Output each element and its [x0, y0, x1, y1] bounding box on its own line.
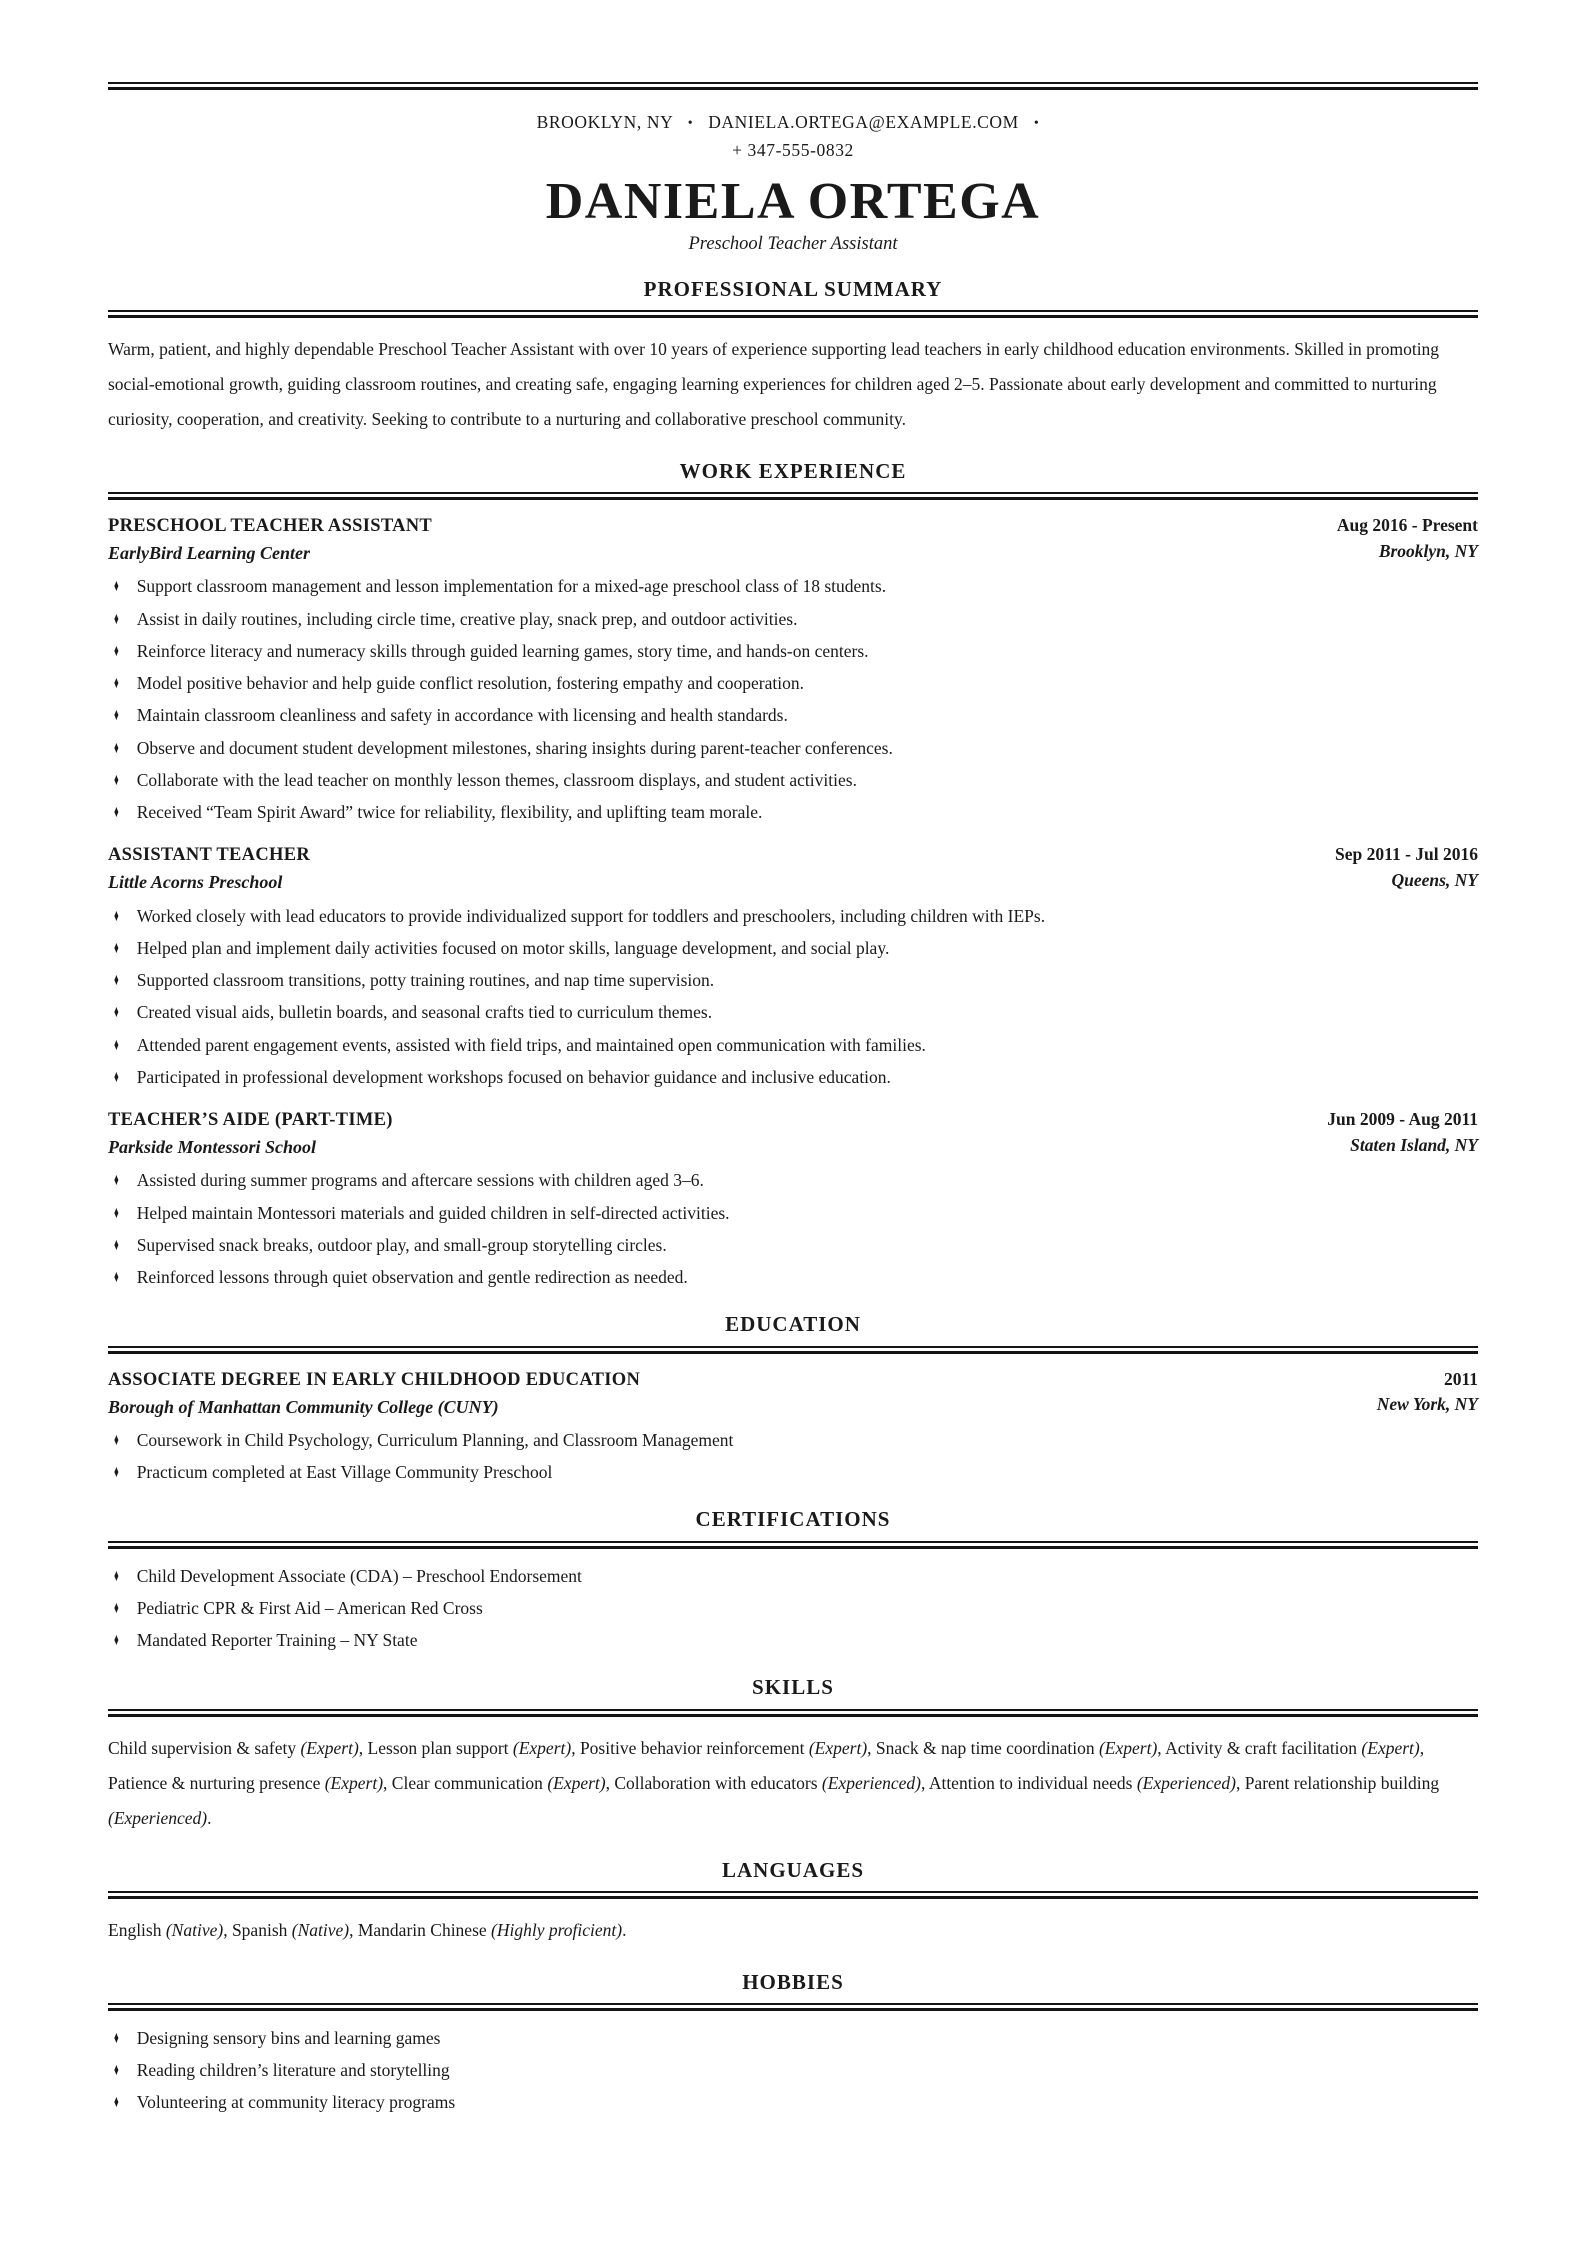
diamond-bullet-icon: ♦ [113, 640, 119, 660]
hobbies-list [108, 2025, 1478, 2116]
bullet-item [108, 2057, 1478, 2083]
leveled-item-level: (Expert) [324, 1772, 384, 1793]
bullet-item [108, 1032, 1478, 1058]
leveled-item-level: (Expert) [300, 1737, 359, 1758]
bullet-text: Participated in professional development workshops focused on behavior guidance and inclusive education. [136, 1066, 891, 1087]
section-double-rule [108, 1891, 1478, 1899]
diamond-bullet-icon: ♦ [113, 1202, 119, 1222]
job-bullets [108, 573, 1478, 825]
education-entry-header [108, 1368, 1478, 1419]
job-title: ASSISTANT TEACHER [108, 845, 310, 866]
summary-heading: PROFESSIONAL SUMMARY [643, 276, 943, 301]
leveled-item-name: Parent relationship building [1244, 1772, 1440, 1793]
job-title: TEACHER’S AIDE (PART-TIME) [108, 1110, 393, 1131]
leveled-item-level: (Expert) [1098, 1737, 1158, 1758]
section-certifications [108, 1507, 1478, 1653]
job-company: Little Acorns Preschool [108, 872, 283, 893]
section-hobbies [108, 1970, 1478, 2116]
languages-text [108, 1913, 1478, 1948]
job-header-right [1335, 843, 1478, 892]
leveled-item-name: Clear communication [391, 1772, 548, 1793]
bullet-text: Worked closely with lead educators to provide individualized support for toddlers and preschoolers, including children with IEPs. [136, 905, 1046, 926]
diamond-bullet-icon: ♦ [113, 2060, 119, 2080]
diamond-bullet-icon: ♦ [113, 1597, 119, 1617]
education-degree: ASSOCIATE DEGREE IN EARLY CHILDHOOD EDUCATION [108, 1369, 641, 1390]
leveled-item-separator: , [358, 1737, 368, 1758]
diamond-bullet-icon: ♦ [113, 705, 119, 725]
leveled-item-separator: , [605, 1772, 615, 1793]
job-bullets [108, 1167, 1478, 1290]
leveled-item-level: (Expert) [512, 1737, 572, 1758]
bullet-item [108, 1200, 1478, 1226]
bullet-text: Attended parent engagement events, assisted with field trips, and maintained open communication with families. [136, 1034, 926, 1055]
diamond-bullet-icon: ♦ [113, 1462, 119, 1482]
section-skills [108, 1675, 1478, 1835]
leveled-item-separator: . [207, 1807, 212, 1828]
bullet-text: Helped plan and implement daily activities focused on motor skills, language development, and social play. [136, 937, 890, 958]
job-header-right [1337, 514, 1478, 563]
bullet-text: Mandated Reporter Training – NY State [136, 1630, 418, 1651]
bullet-item [108, 573, 1478, 599]
diamond-bullet-icon: ♦ [113, 1034, 119, 1054]
education-location: New York, NY [1376, 1394, 1478, 1415]
bullet-item [108, 967, 1478, 993]
bullet-item [108, 1563, 1478, 1589]
bullet-text: Collaborate with the lead teacher on monthly lesson themes, classroom displays, and student activities. [136, 769, 857, 790]
leveled-item-separator: , [1157, 1737, 1166, 1758]
section-education [108, 1312, 1478, 1485]
job-location: Brooklyn, NY [1378, 540, 1478, 561]
bullet-item [108, 1595, 1478, 1621]
diamond-bullet-icon: ♦ [113, 576, 119, 596]
bullet-item [108, 903, 1478, 929]
certifications-heading: CERTIFICATIONS [695, 1507, 891, 1532]
diamond-bullet-icon: ♦ [113, 905, 119, 925]
leveled-item-level: (Expert) [1361, 1737, 1420, 1758]
leveled-item-name: Child supervision & safety [108, 1737, 301, 1758]
leveled-item-name: Activity & craft facilitation [1165, 1737, 1362, 1758]
job-header-left [108, 514, 432, 565]
leveled-item-name: Attention to individual needs [928, 1772, 1137, 1793]
separator-dot-icon: • [1033, 116, 1040, 131]
bullet-text: Pediatric CPR & First Aid – American Red Cross [136, 1597, 483, 1618]
bullet-text: Assist in daily routines, including circle time, creative play, snack prep, and outdoor activities. [136, 608, 798, 629]
leveled-item-separator: , [867, 1737, 876, 1758]
work-heading: WORK EXPERIENCE [679, 458, 907, 483]
education-dates: 2011 [1443, 1368, 1478, 1389]
leveled-item-name: Spanish [231, 1919, 292, 1940]
leveled-item-separator: , [571, 1737, 580, 1758]
top-double-rule [108, 82, 1478, 90]
leveled-item-level: (Experienced) [1136, 1772, 1236, 1793]
diamond-bullet-icon: ♦ [113, 737, 119, 757]
leveled-item-level: (Expert) [808, 1737, 868, 1758]
bullet-item [108, 999, 1478, 1025]
bullet-text: Maintain classroom cleanliness and safety in accordance with licensing and health standards. [136, 705, 788, 726]
bullet-item [108, 1167, 1478, 1193]
diamond-bullet-icon: ♦ [113, 1170, 119, 1190]
leveled-item-level: (Native) [291, 1919, 350, 1940]
section-double-rule [108, 492, 1478, 500]
section-double-rule [108, 2003, 1478, 2011]
job-location: Staten Island, NY [1350, 1134, 1478, 1155]
section-double-rule [108, 1541, 1478, 1549]
bullet-item [108, 799, 1478, 825]
hobbies-heading: HOBBIES [742, 1969, 844, 1994]
contact-phone: + 347-555-0832 [732, 140, 854, 160]
jobs-list [108, 514, 1478, 1290]
job-dates: Sep 2011 - Jul 2016 [1335, 844, 1478, 865]
bullet-text: Observe and document student development milestones, sharing insights during parent-teacher conferences. [136, 737, 893, 758]
bullet-text: Created visual aids, bulletin boards, and seasonal crafts tied to curriculum themes. [136, 1002, 713, 1023]
skills-text [108, 1731, 1478, 1836]
education-entry-right [1377, 1368, 1478, 1417]
job-dates: Aug 2016 - Present [1336, 515, 1478, 536]
leveled-item-level: (Experienced) [821, 1772, 922, 1793]
bullet-item [108, 670, 1478, 696]
person-name: DANIELA ORTEGA [545, 173, 1041, 230]
job-company: Parkside Montessori School [108, 1137, 317, 1158]
bullet-text: Assisted during summer programs and aftercare sessions with children aged 3–6. [136, 1170, 704, 1191]
job-bullets [108, 903, 1478, 1091]
bullet-text: Helped maintain Montessori materials and guided children in self-directed activities. [136, 1202, 730, 1223]
diamond-bullet-icon: ♦ [113, 937, 119, 957]
diamond-bullet-icon: ♦ [113, 1565, 119, 1585]
bullet-text: Reinforce literacy and numeracy skills through guided learning games, story time, and hands-on centers. [136, 640, 869, 661]
bullet-item [108, 638, 1478, 664]
bullet-item [108, 606, 1478, 632]
job-title: PRESCHOOL TEACHER ASSISTANT [108, 516, 433, 537]
job-header-left [108, 843, 310, 894]
bullet-item [108, 1627, 1478, 1653]
job-header [108, 1108, 1478, 1159]
education-bullets [108, 1427, 1478, 1486]
job-header-right [1327, 1108, 1478, 1157]
bullet-item [108, 1427, 1478, 1453]
education-entry-left [108, 1368, 640, 1419]
job-header [108, 514, 1478, 565]
job-header-left [108, 1108, 393, 1159]
leveled-item-separator: , [349, 1919, 358, 1940]
job-entry [108, 1108, 1478, 1290]
contact-email: DANIELA.ORTEGA@EXAMPLE.COM [708, 112, 1019, 132]
bullet-text: Received “Team Spirit Award” twice for reliability, flexibility, and uplifting team morale. [136, 802, 763, 823]
resume-header [108, 108, 1478, 255]
leveled-item-separator: , [1419, 1737, 1425, 1758]
diamond-bullet-icon: ♦ [113, 769, 119, 789]
leveled-item-level: (Expert) [547, 1772, 606, 1793]
diamond-bullet-icon: ♦ [113, 802, 119, 822]
contact-city: BROOKLYN, NY [536, 112, 673, 132]
diamond-bullet-icon: ♦ [113, 673, 119, 693]
diamond-bullet-icon: ♦ [113, 1066, 119, 1086]
leveled-item-level: (Experienced) [108, 1807, 208, 1828]
diamond-bullet-icon: ♦ [113, 970, 119, 990]
leveled-item-separator: . [622, 1919, 627, 1940]
diamond-bullet-icon: ♦ [113, 1267, 119, 1287]
contact-line [108, 108, 1478, 136]
bullet-item [108, 702, 1478, 728]
bullet-text: Support classroom management and lesson implementation for a mixed-age preschool class of 18 students. [136, 576, 887, 597]
job-entry [108, 843, 1478, 1090]
leveled-item-name: Patience & nurturing presence [108, 1772, 325, 1793]
section-languages [108, 1858, 1478, 1948]
job-location: Queens, NY [1391, 870, 1478, 891]
bullet-text: Practicum completed at East Village Community Preschool [136, 1462, 553, 1483]
job-dates: Jun 2009 - Aug 2011 [1327, 1109, 1478, 1130]
diamond-bullet-icon: ♦ [113, 2092, 119, 2112]
bullet-item [108, 1459, 1478, 1485]
education-heading: EDUCATION [725, 1312, 861, 1337]
bullet-text: Volunteering at community literacy programs [136, 2092, 456, 2113]
bullet-item [108, 767, 1478, 793]
education-entry [108, 1368, 1478, 1486]
bullet-item [108, 935, 1478, 961]
bullet-text: Supported classroom transitions, potty training routines, and nap time supervision. [136, 970, 715, 991]
bullet-text: Coursework in Child Psychology, Curriculum Planning, and Classroom Management [136, 1429, 734, 1450]
bullet-item [108, 1064, 1478, 1090]
diamond-bullet-icon: ♦ [113, 608, 119, 628]
skills-heading: SKILLS [752, 1675, 834, 1700]
leveled-item-name: Lesson plan support [367, 1737, 513, 1758]
bullet-item [108, 1264, 1478, 1290]
education-school: Borough of Manhattan Community College (CUNY) [108, 1396, 499, 1417]
bullet-text: Supervised snack breaks, outdoor play, and small-group storytelling circles. [136, 1234, 667, 1255]
section-professional-summary [108, 277, 1478, 437]
diamond-bullet-icon: ♦ [113, 1002, 119, 1022]
diamond-bullet-icon: ♦ [113, 2027, 119, 2047]
bullet-item [108, 735, 1478, 761]
bullet-text: Model positive behavior and help guide conflict resolution, fostering empathy and cooperation. [136, 673, 804, 694]
job-header [108, 843, 1478, 894]
leveled-item-name: Mandarin Chinese [357, 1919, 492, 1940]
leveled-item-separator: , [921, 1772, 929, 1793]
leveled-item-name: Collaboration with educators [614, 1772, 822, 1793]
languages-heading: LANGUAGES [721, 1857, 865, 1882]
leveled-item-name: English [108, 1919, 166, 1940]
leveled-item-separator: , [223, 1919, 232, 1940]
bullet-text: Designing sensory bins and learning games [136, 2027, 441, 2048]
leveled-item-level: (Highly proficient) [491, 1919, 623, 1940]
section-double-rule [108, 1709, 1478, 1717]
diamond-bullet-icon: ♦ [113, 1429, 119, 1449]
leveled-item-name: Positive behavior reinforcement [579, 1737, 809, 1758]
leveled-item-separator: , [1235, 1772, 1245, 1793]
bullet-item [108, 2025, 1478, 2051]
section-double-rule [108, 1346, 1478, 1354]
job-company: EarlyBird Learning Center [108, 543, 311, 564]
diamond-bullet-icon: ♦ [113, 1234, 119, 1254]
diamond-bullet-icon: ♦ [113, 1630, 119, 1650]
person-role: Preschool Teacher Assistant [688, 233, 898, 254]
summary-text: Warm, patient, and highly dependable Preschool Teacher Assistant with over 10 years of experience supporting lead teachers in early childhood education environments. Skilled in promoting social-emotional growth, guiding classroom routines, and creating safe, engaging learning experiences for children aged 2–5. Passionate about early development and committed to nurturing curiosity, cooperation, and creativity. Seeking to contribute to a nurturing and collaborative preschool community. [108, 338, 1440, 429]
certifications-list [108, 1563, 1478, 1654]
bullet-item [108, 2089, 1478, 2115]
bullet-text: Child Development Associate (CDA) – Preschool Endorsement [136, 1565, 582, 1586]
bullet-text: Reinforced lessons through quiet observation and gentle redirection as needed. [136, 1267, 688, 1288]
job-entry [108, 514, 1478, 825]
leveled-item-separator: , [383, 1772, 392, 1793]
bullet-text: Reading children’s literature and storytelling [136, 2060, 450, 2081]
bullet-item [108, 1232, 1478, 1258]
section-work-experience [108, 459, 1478, 1290]
section-double-rule [108, 310, 1478, 318]
leveled-item-name: Snack & nap time coordination [875, 1737, 1099, 1758]
leveled-item-level: (Native) [165, 1919, 224, 1940]
separator-dot-icon: • [687, 116, 694, 131]
